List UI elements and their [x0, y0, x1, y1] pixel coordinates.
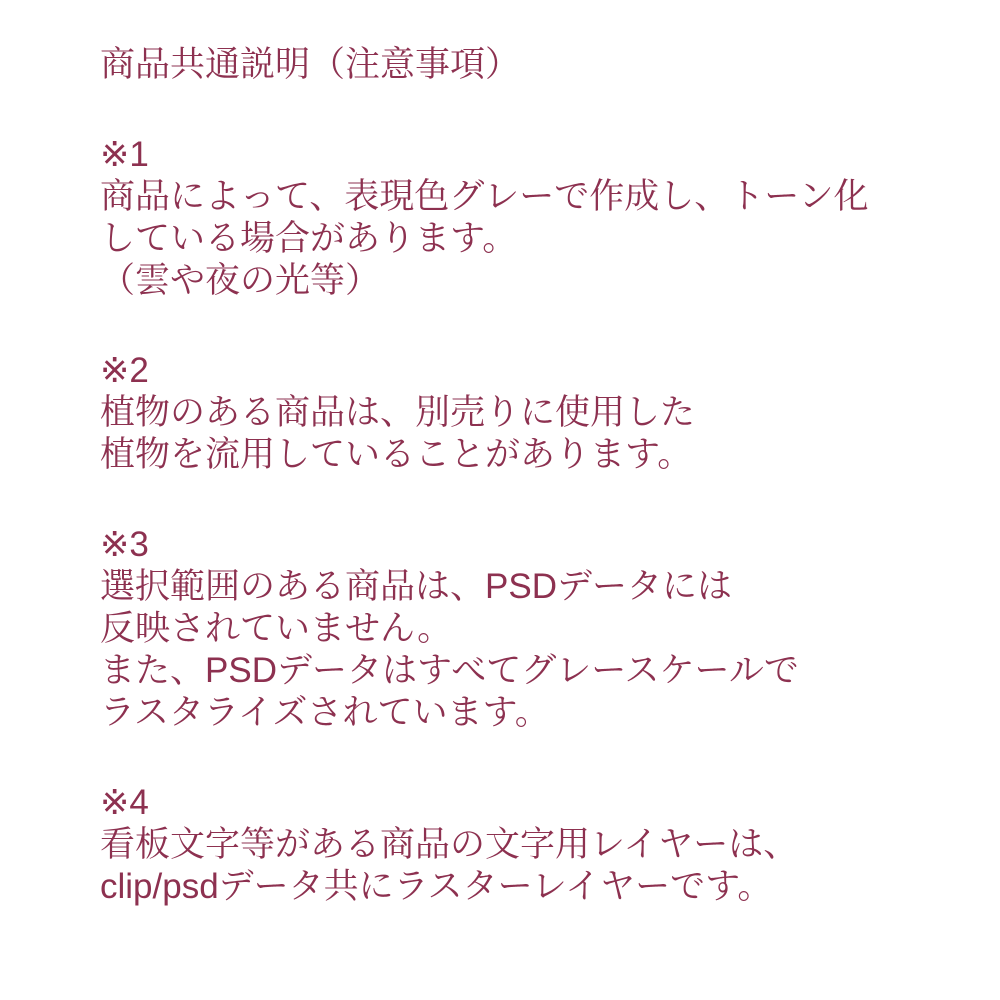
note-1-line-1: 商品によって、表現色グレーで作成し、トーン化	[100, 177, 869, 216]
note-section-2	[100, 350, 980, 476]
note-2-line-1: 植物のある商品は、別売りに使用した	[100, 393, 696, 432]
note-section-3	[100, 524, 980, 734]
note-2-line-2: 植物を流用していることがあります。	[100, 435, 693, 474]
document-title: 商品共通説明（注意事項）	[100, 45, 521, 84]
note-3-line-2: 反映されていません。	[100, 609, 453, 648]
note-3-marker: ※3	[100, 525, 149, 564]
note-4-line-2: clip/psdデータ共にラスターレイヤーです。	[100, 867, 773, 906]
note-1-marker: ※1	[100, 135, 149, 174]
note-section-4	[100, 782, 980, 908]
notice-document	[100, 44, 980, 908]
note-3-line-1: 選択範囲のある商品は、PSDデータには	[100, 567, 732, 606]
note-4-marker: ※4	[100, 783, 149, 822]
note-section-1	[100, 134, 980, 302]
note-2-marker: ※2	[100, 351, 149, 390]
note-1-line-3: （雲や夜の光等）	[100, 261, 381, 300]
note-3-line-4: ラスタライズされています。	[100, 693, 550, 732]
note-4-line-1: 看板文字等がある商品の文字用レイヤーは、	[100, 825, 799, 864]
note-1-line-2: している場合があります。	[100, 219, 518, 258]
note-3-line-3: また、PSDデータはすべてグレースケールで	[100, 651, 799, 690]
